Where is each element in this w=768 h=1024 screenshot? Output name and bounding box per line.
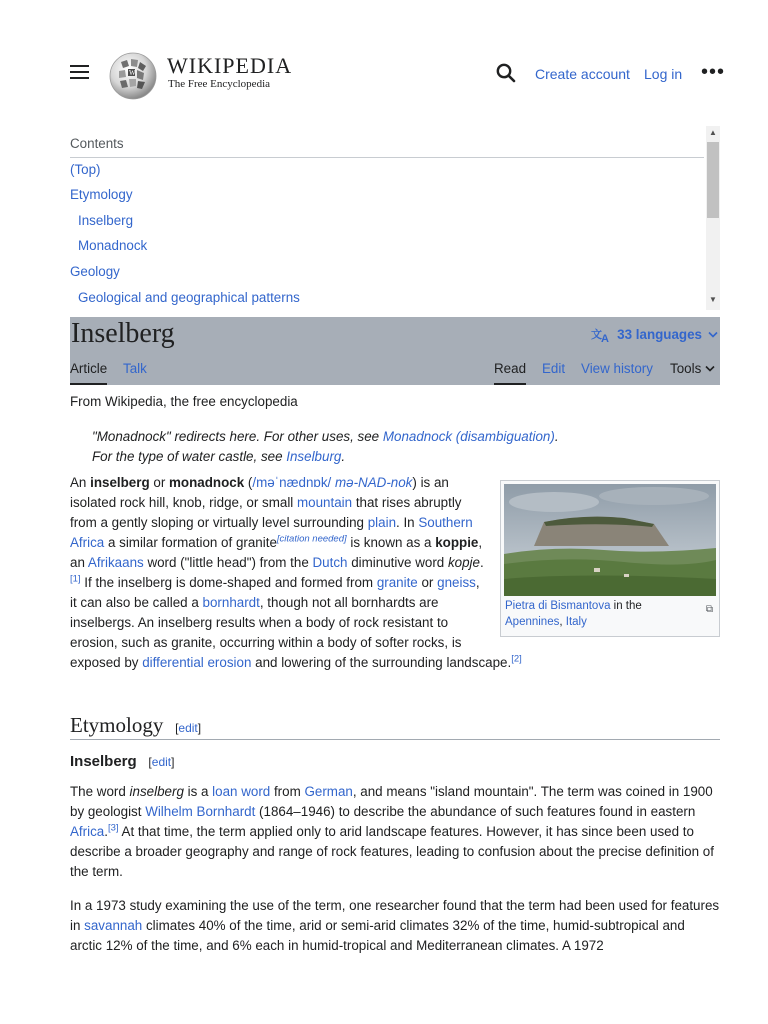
link-bornhardt[interactable]: bornhardt: [202, 595, 260, 610]
bold-term: monadnock: [169, 475, 245, 490]
title-band: [70, 317, 720, 385]
citation-needed-link[interactable]: [citation needed]: [276, 533, 347, 545]
text: , an: [70, 535, 483, 570]
text: , it can also be called a: [70, 575, 480, 610]
section-edit: [148, 755, 174, 769]
ipa-link[interactable]: /məˈnædnɒk/: [252, 475, 332, 490]
more-options-icon[interactable]: •••: [701, 61, 726, 83]
tab-edit[interactable]: Edit: [542, 361, 566, 376]
svg-text:W: W: [129, 69, 136, 77]
wordmark-tagline: The Free Encyclopedia: [168, 78, 271, 90]
hatnote-link[interactable]: Monadnock (disambiguation): [382, 429, 555, 444]
paragraph-etymology-1: [70, 782, 720, 882]
svg-text:A: A: [601, 333, 610, 343]
text: At that time, the term applied only to arid landscape features. However, it has since been used to describe a broader geography and range of rock features, leading to confusion about the precise definition of the term.: [70, 824, 714, 879]
bracket: ]: [171, 755, 175, 769]
toc-item-top[interactable]: (Top): [70, 162, 101, 177]
link-savannah[interactable]: savannah: [84, 918, 143, 933]
text: word ("little head") from the: [143, 555, 313, 570]
scroll-up-arrow-icon[interactable]: ▲: [709, 128, 717, 137]
link-granite[interactable]: granite: [376, 575, 418, 590]
text: is a: [183, 784, 213, 799]
section-heading-etymology: [70, 712, 720, 740]
site-header: [0, 48, 768, 102]
section-title: Inselberg: [70, 753, 137, 770]
hatnote-text: "Monadnock" redirects here. For other uses, see: [92, 429, 383, 444]
bold-term: koppie: [435, 535, 479, 550]
site-subtitle: From Wikipedia, the free encyclopedia: [70, 394, 298, 409]
text: , and means "island mountain". The term was coined in 1900 by geologist: [70, 784, 713, 819]
languages-label: 33 languages: [617, 327, 702, 342]
tab-article[interactable]: Article: [70, 359, 107, 379]
toc-heading: Contents: [70, 136, 124, 151]
text: An: [70, 475, 91, 490]
link-differential-erosion[interactable]: differential erosion: [142, 655, 252, 670]
section-heading-inselberg: [70, 752, 174, 772]
chevron-down-icon: [708, 331, 718, 339]
text: . In: [396, 515, 419, 530]
text: .: [104, 824, 108, 839]
reference-link[interactable]: [3]: [107, 822, 119, 834]
italic-term: kopje: [447, 555, 480, 570]
link-gneiss[interactable]: gneiss: [437, 575, 476, 590]
text: In a 1973 study examining the use of the term, one researcher found that the term had been used for features in: [70, 898, 720, 933]
toc-item-etymology[interactable]: Etymology: [70, 187, 133, 202]
text: is known as a: [346, 535, 436, 550]
tab-read[interactable]: Read: [494, 359, 526, 379]
text: a similar formation of granite: [104, 535, 277, 550]
caption-text: ,: [559, 616, 566, 628]
tools-menu[interactable]: [670, 359, 715, 379]
wikipedia-globe-logo[interactable]: [107, 50, 159, 100]
infobox-figure: [500, 480, 720, 637]
hatnote-text: For the type of water castle, see: [92, 449, 287, 464]
link-mountain[interactable]: mountain: [297, 495, 353, 510]
infobox-caption: [504, 598, 716, 630]
caption-text: in the: [610, 600, 642, 612]
italic-term: inselberg: [129, 784, 184, 799]
text: or: [149, 475, 170, 490]
edit-section-link[interactable]: edit: [151, 755, 172, 769]
log-in-link[interactable]: Log in: [644, 66, 683, 82]
bracket: [: [175, 721, 179, 735]
hatnote-text: .: [341, 449, 346, 464]
text: (1864–1946) to describe the abundance of such features found in eastern: [255, 804, 696, 819]
paragraph-etymology-2: [70, 896, 720, 956]
respelling-link[interactable]: mə-NAD-nok: [335, 475, 413, 490]
enlarge-icon[interactable]: ⧉: [705, 604, 713, 615]
hatnote-inselburg: [92, 447, 345, 467]
search-icon[interactable]: [495, 62, 517, 84]
tab-talk[interactable]: Talk: [123, 361, 147, 376]
link-dutch[interactable]: Dutch: [312, 555, 348, 570]
text: that rises abruptly from a gently sloping or virtually level surrounding: [70, 495, 462, 530]
pietra-di-bismantova-image[interactable]: [504, 484, 716, 596]
caption-link-apennines[interactable]: Apennines: [505, 616, 560, 628]
scroll-down-arrow-icon[interactable]: ▼: [709, 295, 717, 304]
caption-link-pietra[interactable]: Pietra di Bismantova: [505, 600, 611, 612]
main-menu-icon[interactable]: [70, 65, 89, 81]
hatnote-monadnock: [92, 427, 559, 447]
bracket: [: [148, 755, 152, 769]
caption-link-italy[interactable]: Italy: [565, 616, 587, 628]
link-wilhelm-bornhardt[interactable]: Wilhelm Bornhardt: [145, 804, 256, 819]
translate-icon: [591, 327, 611, 343]
section-title: Etymology: [70, 713, 164, 737]
link-plain[interactable]: plain: [367, 515, 397, 530]
chevron-down-icon: [705, 365, 715, 373]
text: ) is an isolated rock hill, knob, ridge, or small: [70, 475, 449, 510]
text: If the inselberg is dome-shaped and formed from: [80, 575, 377, 590]
hatnote-link[interactable]: Inselburg: [286, 449, 342, 464]
wikipedia-wordmark[interactable]: [167, 54, 292, 90]
link-german[interactable]: German: [304, 784, 353, 799]
text: climates 40% of the time, arid or semi-arid climates 32% of the time, humid-subtropical and arctic 12% of the time, and 6% each in humid-tropical and Mediterranean climates. A 1972: [70, 918, 685, 953]
text: from: [270, 784, 305, 799]
section-edit: [175, 721, 201, 735]
toc-scrollbar[interactable]: [706, 126, 720, 310]
toc-item-geological-patterns[interactable]: Geological and geographical patterns: [78, 290, 300, 305]
text: or: [417, 575, 438, 590]
reference-link[interactable]: [2]: [511, 653, 522, 665]
link-africa[interactable]: Africa: [70, 824, 105, 839]
page-title: Inselberg: [71, 318, 175, 349]
text: , though not all bornhardts are inselbergs. An inselberg results when a body of rock resistant to erosion, such as granite, occurring within a body of softer rocks, is exposed by: [70, 595, 462, 670]
create-account-link[interactable]: Create account: [535, 66, 630, 82]
lead-section: [70, 473, 720, 673]
bracket: ]: [197, 721, 202, 735]
toc-scrollbar-thumb[interactable]: [707, 142, 719, 218]
text: (: [244, 475, 253, 490]
edit-section-link[interactable]: edit: [178, 721, 198, 735]
toc-item-inselberg[interactable]: Inselberg: [78, 213, 134, 228]
tools-label: Tools: [670, 361, 702, 376]
text: The word: [70, 784, 130, 799]
text: diminutive word: [347, 555, 448, 570]
link-southern-africa[interactable]: Southern Africa: [70, 515, 473, 550]
text: .: [479, 555, 484, 570]
toc-divider: [70, 157, 704, 158]
svg-text:文: 文: [591, 329, 603, 341]
hatnote-text: .: [554, 429, 559, 444]
toc-item-monadnock[interactable]: Monadnock: [78, 238, 148, 253]
text: and lowering of the surrounding landscape.: [251, 655, 512, 670]
reference-link[interactable]: [1]: [70, 573, 81, 585]
link-afrikaans[interactable]: Afrikaans: [87, 555, 144, 570]
languages-button[interactable]: [591, 325, 718, 345]
wordmark-title: WIKIPEDIA: [167, 53, 293, 78]
link-loan-word[interactable]: loan word: [212, 784, 271, 799]
toc-item-geology[interactable]: Geology: [70, 264, 120, 279]
bold-term: inselberg: [90, 475, 150, 490]
tab-view-history[interactable]: View history: [581, 361, 653, 376]
table-of-contents: [70, 126, 720, 310]
